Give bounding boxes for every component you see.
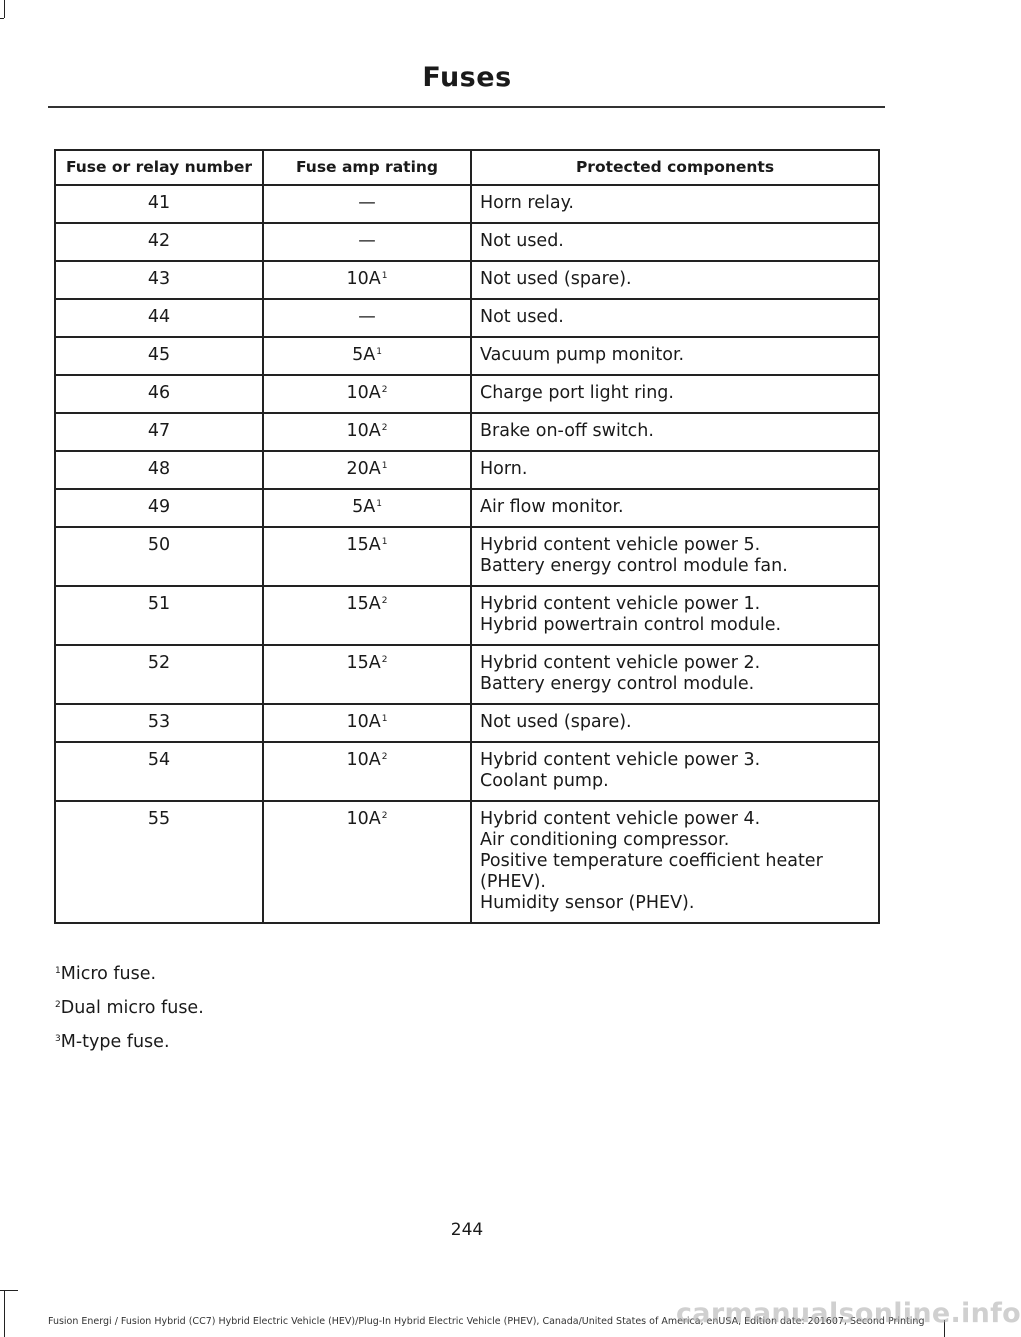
component-line: Coolant pump.	[480, 771, 609, 791]
protected-components-cell	[471, 704, 879, 742]
amp-rating-cell	[263, 801, 471, 923]
fuse-number-cell: 55	[55, 801, 263, 923]
component-line: Hybrid content vehicle power 5.	[480, 535, 761, 555]
column-header-protected-components: Protected components	[471, 150, 879, 185]
amp-rating-value: 10A	[346, 809, 381, 829]
amp-rating-value: 15A	[346, 594, 381, 614]
component-line: Battery energy control module fan.	[480, 556, 788, 576]
fuse-number-cell: 50	[55, 527, 263, 586]
footnote-reference: 1	[376, 347, 382, 357]
protected-components-cell	[471, 586, 879, 645]
footnote-text: Micro fuse.	[60, 964, 157, 984]
fuse-number-cell: 53	[55, 704, 263, 742]
amp-rating-value: —	[358, 231, 376, 251]
fuse-number-cell: 54	[55, 742, 263, 801]
protected-components-cell	[471, 801, 879, 923]
title-divider	[48, 106, 885, 108]
fuse-number-cell: 51	[55, 586, 263, 645]
component-line: Positive temperature coefficient heater (PHEV).	[480, 851, 823, 892]
footnote-reference: 2	[381, 423, 388, 433]
component-line: Hybrid content vehicle power 4.	[480, 809, 761, 829]
component-line: Charge port light ring.	[480, 383, 674, 403]
amp-rating-cell	[263, 223, 471, 261]
amp-rating-cell	[263, 261, 471, 299]
protected-components-cell	[471, 413, 879, 451]
protected-components-cell	[471, 742, 879, 801]
amp-rating-cell	[263, 413, 471, 451]
page-number: 244	[450, 1220, 484, 1240]
table-row	[55, 299, 879, 337]
amp-rating-value: 20A	[346, 459, 381, 479]
component-line: Air flow monitor.	[480, 497, 624, 517]
component-line: Horn.	[480, 459, 528, 479]
footnote	[54, 998, 204, 1019]
protected-components-cell	[471, 451, 879, 489]
component-line: Hybrid powertrain control module.	[480, 615, 782, 635]
protected-components-cell	[471, 527, 879, 586]
amp-rating-cell	[263, 586, 471, 645]
component-line: Air conditioning compressor.	[480, 830, 730, 850]
footnote-mark: 3	[55, 1034, 61, 1044]
footnote-mark: 2	[55, 1000, 61, 1010]
fuse-table-body	[55, 185, 879, 923]
crop-mark-bottom-left-v	[4, 1290, 5, 1337]
footnote-reference: 1	[381, 461, 388, 471]
table-row	[55, 413, 879, 451]
footnote-reference: 2	[381, 385, 388, 395]
amp-rating-value: 15A	[346, 653, 381, 673]
table-row	[55, 801, 879, 923]
crop-mark-top-left-h	[0, 18, 4, 19]
amp-rating-value: 10A	[346, 383, 381, 403]
amp-rating-value: 10A	[346, 712, 381, 732]
amp-rating-value: 10A	[346, 421, 381, 441]
protected-components-cell	[471, 645, 879, 704]
amp-rating-value: 15A	[346, 535, 381, 555]
table-row	[55, 527, 879, 586]
table-row	[55, 223, 879, 261]
fuse-number-cell: 41	[55, 185, 263, 223]
amp-rating-cell	[263, 704, 471, 742]
crop-mark-top-left-v	[4, 0, 5, 18]
footnote-reference: 2	[381, 655, 388, 665]
fuse-number-cell: 42	[55, 223, 263, 261]
footnote-reference: 2	[381, 596, 388, 606]
amp-rating-cell	[263, 489, 471, 527]
table-row	[55, 185, 879, 223]
footnote-reference: 2	[381, 752, 388, 762]
footer-edition-text: Fusion Energi / Fusion Hybrid (CC7) Hybrid Electric Vehicle (HEV)/Plug-In Hybrid Electric Vehicle (PHEV), Canada/United States of America, enUSA, Edition date: 201607, Second Printing	[48, 1316, 925, 1327]
protected-components-cell	[471, 261, 879, 299]
amp-rating-cell	[263, 645, 471, 704]
protected-components-cell	[471, 299, 879, 337]
fuse-number-cell: 48	[55, 451, 263, 489]
footnotes	[54, 964, 204, 1066]
footnote-reference: 1	[381, 714, 388, 724]
fuse-number-cell: 46	[55, 375, 263, 413]
footnote-reference: 1	[381, 271, 388, 281]
crop-mark-bottom-left-h	[0, 1290, 18, 1291]
table-row	[55, 586, 879, 645]
amp-rating-value: —	[358, 307, 376, 327]
fuse-number-cell: 52	[55, 645, 263, 704]
amp-rating-cell	[263, 742, 471, 801]
table-row	[55, 261, 879, 299]
component-line: Not used (spare).	[480, 269, 632, 289]
component-line: Hybrid content vehicle power 1.	[480, 594, 761, 614]
protected-components-cell	[471, 223, 879, 261]
amp-rating-cell	[263, 375, 471, 413]
component-line: Not used (spare).	[480, 712, 632, 732]
amp-rating-cell	[263, 337, 471, 375]
footnote	[54, 1032, 204, 1053]
protected-components-cell	[471, 489, 879, 527]
table-row	[55, 337, 879, 375]
page-title: Fuses	[422, 62, 512, 93]
protected-components-cell	[471, 375, 879, 413]
amp-rating-cell	[263, 185, 471, 223]
table-row	[55, 704, 879, 742]
fuse-number-cell: 44	[55, 299, 263, 337]
amp-rating-value: 10A	[346, 269, 381, 289]
table-row	[55, 375, 879, 413]
protected-components-cell	[471, 185, 879, 223]
fuse-number-cell: 49	[55, 489, 263, 527]
amp-rating-cell	[263, 451, 471, 489]
watermark: carmanualsonline.info	[676, 1298, 1021, 1329]
footnote-text: M-type fuse.	[60, 1032, 170, 1052]
component-line: Hybrid content vehicle power 2.	[480, 653, 761, 673]
component-line: Humidity sensor (PHEV).	[480, 893, 695, 913]
table-row	[55, 451, 879, 489]
footnote-mark: 1	[55, 966, 61, 976]
footnote	[54, 964, 204, 985]
table-row	[55, 489, 879, 527]
footnote-reference: 1	[381, 537, 388, 547]
amp-rating-value: 5A	[352, 497, 376, 517]
amp-rating-value: 10A	[346, 750, 381, 770]
footnote-reference: 2	[381, 811, 388, 821]
amp-rating-cell	[263, 299, 471, 337]
component-line: Brake on-off switch.	[480, 421, 654, 441]
amp-rating-cell	[263, 527, 471, 586]
fuse-number-cell: 47	[55, 413, 263, 451]
amp-rating-value: —	[358, 193, 376, 213]
component-line: Hybrid content vehicle power 3.	[480, 750, 761, 770]
footnote-text: Dual micro fuse.	[60, 998, 204, 1018]
fuse-table	[54, 149, 880, 924]
fuse-number-cell: 45	[55, 337, 263, 375]
fuse-number-cell: 43	[55, 261, 263, 299]
table-row	[55, 742, 879, 801]
component-line: Not used.	[480, 231, 564, 251]
component-line: Battery energy control module.	[480, 674, 755, 694]
column-header-fuse-number: Fuse or relay number	[55, 150, 263, 185]
component-line: Horn relay.	[480, 193, 574, 213]
footnote-reference: 1	[376, 499, 382, 509]
column-header-amp-rating: Fuse amp rating	[263, 150, 471, 185]
amp-rating-value: 5A	[352, 345, 376, 365]
component-line: Vacuum pump monitor.	[480, 345, 685, 365]
protected-components-cell	[471, 337, 879, 375]
table-header-row	[55, 150, 879, 185]
table-row	[55, 645, 879, 704]
component-line: Not used.	[480, 307, 564, 327]
